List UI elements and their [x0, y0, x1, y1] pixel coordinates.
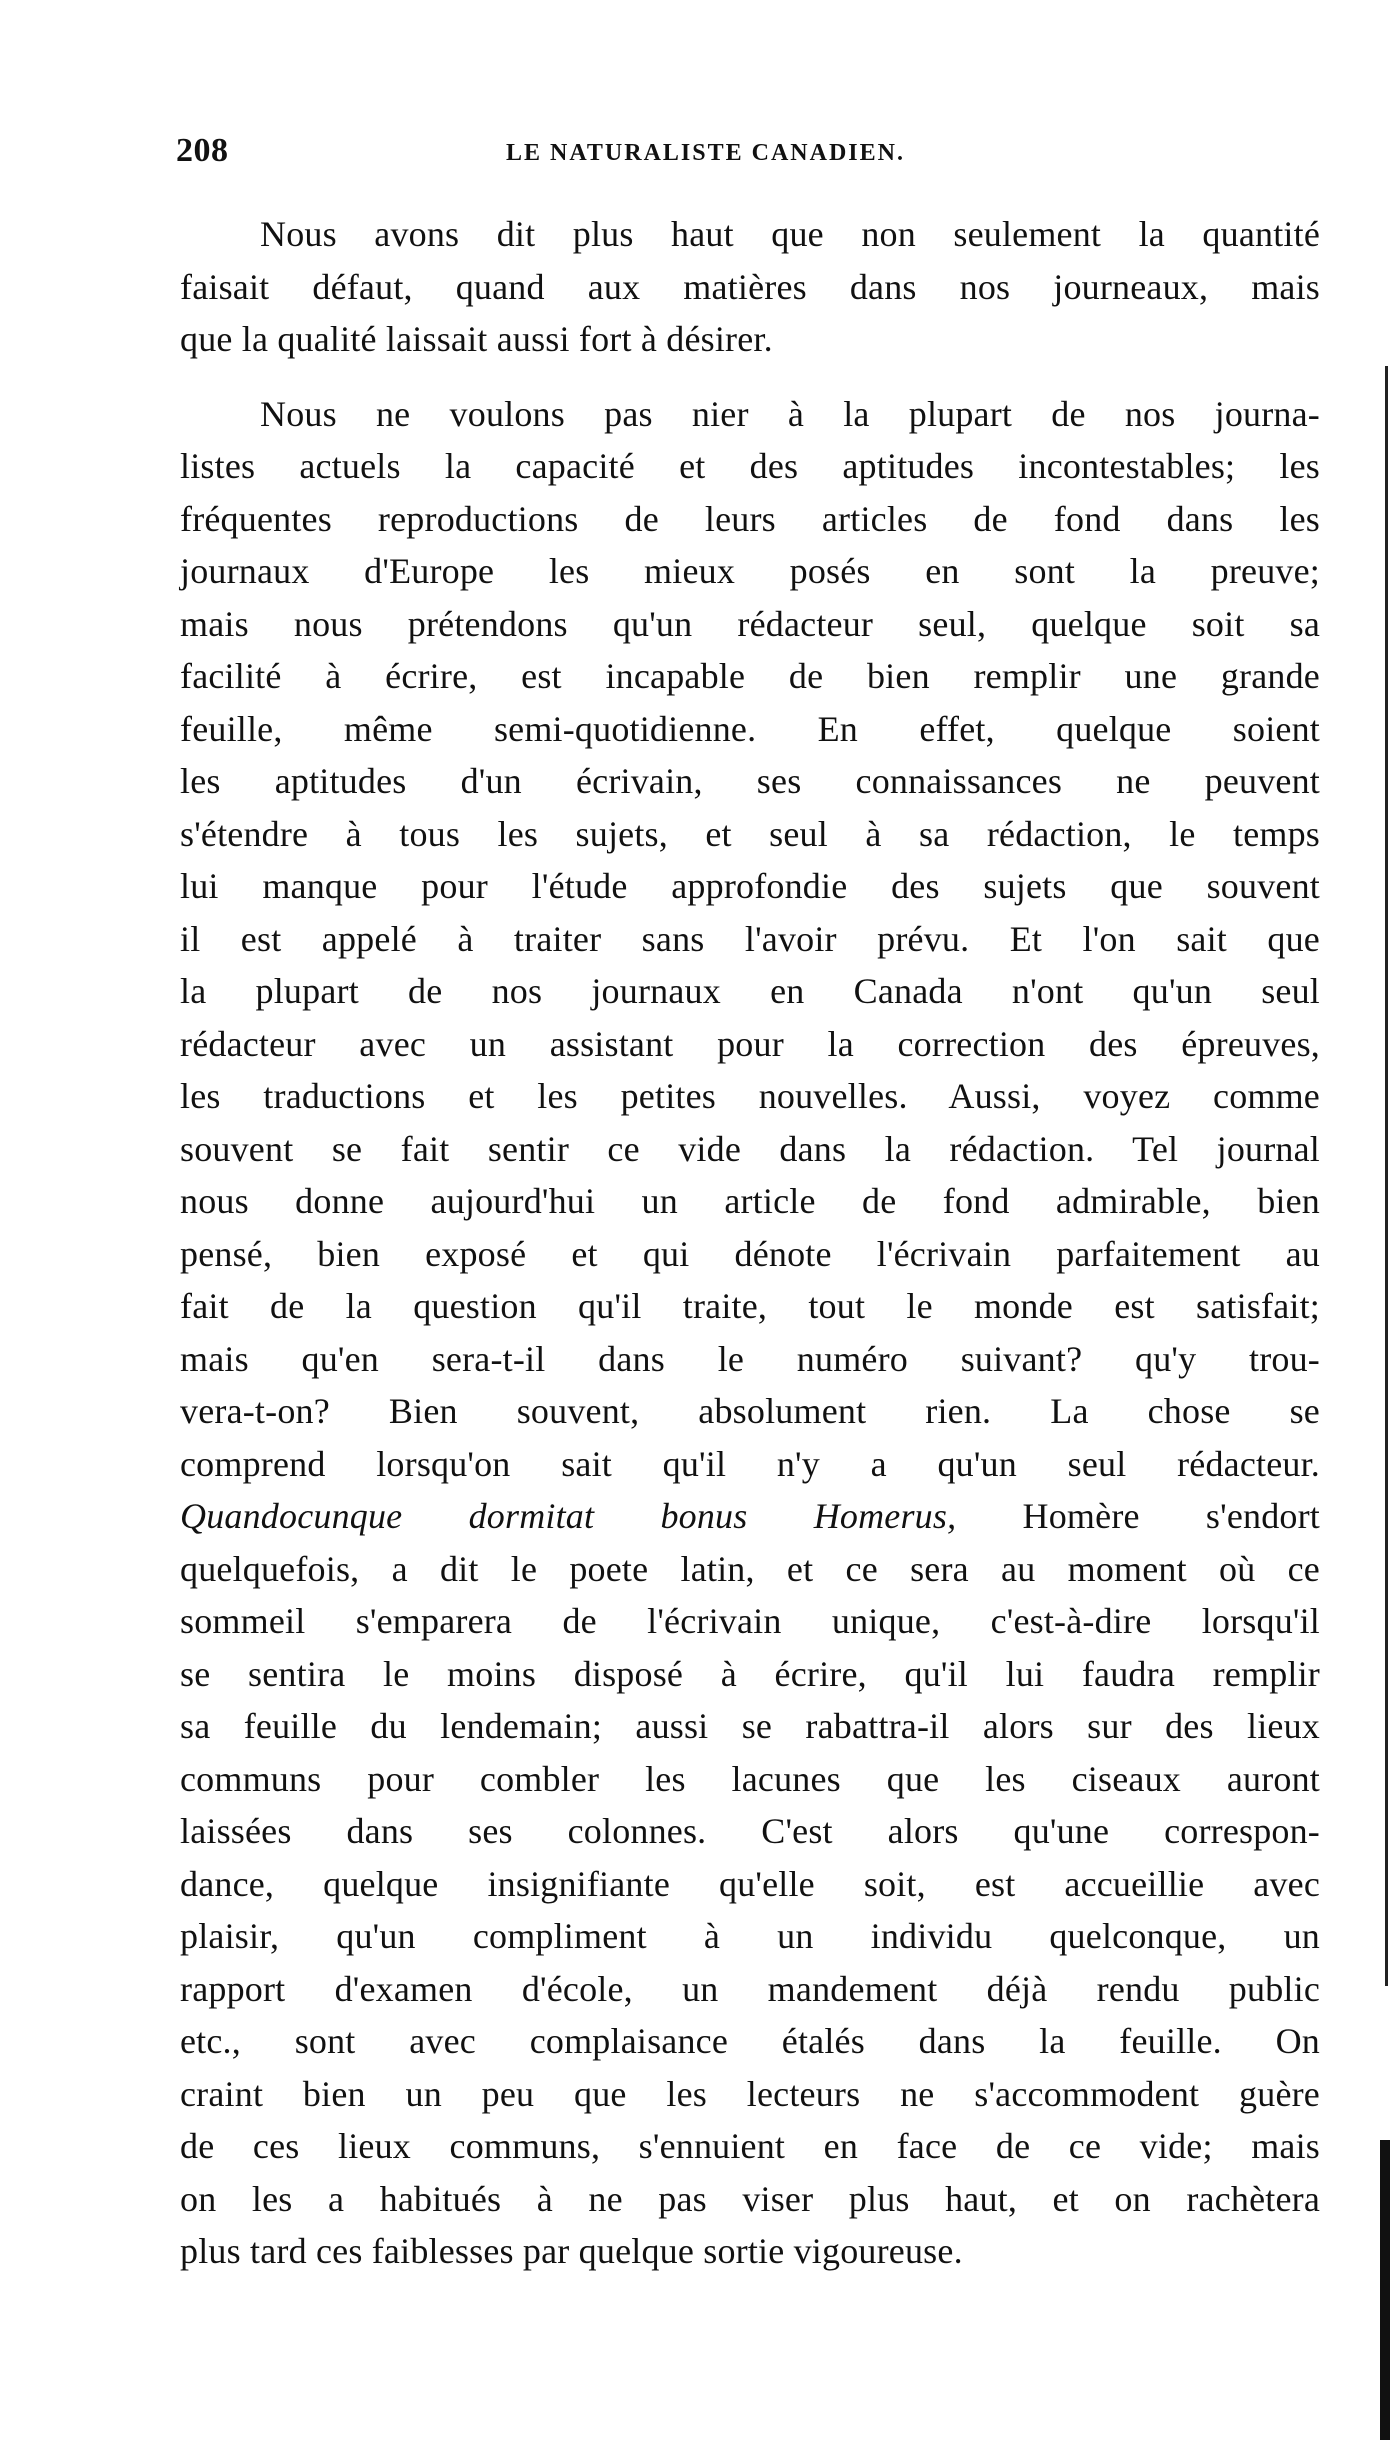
- text-line: communs pour combler les lacunes que les ciseaux auront: [180, 1758, 1320, 1799]
- scan-edge-shadow: [1380, 2140, 1390, 2440]
- paragraph-1: [180, 208, 1320, 366]
- text-line: etc., sont avec complaisance étalés dans la feuille. On: [180, 2021, 1320, 2061]
- text-line: rapport d'examen d'école, un mandement déjà rendu public: [180, 1968, 1320, 2009]
- text-line: Nous ne voulons pas nier à la plupart de nos journa-: [260, 393, 1320, 434]
- paragraph-2: [180, 388, 1320, 2278]
- text-line: les aptitudes d'un écrivain, ses connaissances ne peuvent: [180, 761, 1320, 801]
- text-line: plus tard ces faiblesses par quelque sortie vigoureuse.: [180, 2231, 963, 2271]
- text-line: mais nous prétendons qu'un rédacteur seul, quelque soit sa: [180, 603, 1320, 644]
- text-line: facilité à écrire, est incapable de bien remplir une grande: [180, 656, 1320, 696]
- text-line: la plupart de nos journaux en Canada n'ont qu'un seul: [180, 971, 1320, 1011]
- text-line: quelquefois, a dit le poete latin, et ce sera au moment où ce: [180, 1548, 1320, 1589]
- text-line: pensé, bien exposé et qui dénote l'écrivain parfaitement au: [180, 1233, 1320, 1274]
- text-line: il est appelé à traiter sans l'avoir prévu. Et l'on sait que: [180, 918, 1320, 959]
- text-line: fréquentes reproductions de leurs articles de fond dans les: [180, 498, 1320, 539]
- text-line: comprend lorsqu'on sait qu'il n'y a qu'un seul rédacteur.: [180, 1443, 1320, 1484]
- text-line: rédacteur avec un assistant pour la correction des épreuves,: [180, 1023, 1320, 1064]
- running-header: [176, 132, 1326, 182]
- text-line: vera-t-on? Bien souvent, absolument rien. La chose se: [180, 1391, 1320, 1431]
- text-line: de ces lieux communs, s'ennuient en face de ce vide; mais: [180, 2126, 1320, 2166]
- text-line: feuille, même semi-quotidienne. En effet, quelque soient: [180, 708, 1320, 749]
- text-line: que la qualité laissait aussi fort à désirer.: [180, 319, 773, 359]
- text-line: sommeil s'emparera de l'écrivain unique, c'est-à-dire lorsqu'il: [180, 1601, 1320, 1641]
- quote-line-rest: Homère s'endort: [956, 1496, 1320, 1536]
- text-line: fait de la question qu'il traite, tout le monde est satisfait;: [180, 1286, 1320, 1326]
- running-title: LE NATURALISTE CANADIEN.: [506, 140, 905, 166]
- text-line: mais qu'en sera-t-il dans le numéro suivant? qu'y trou-: [180, 1338, 1320, 1379]
- quote-line: [180, 1490, 1320, 1543]
- text-line: listes actuels la capacité et des aptitudes incontestables; les: [180, 446, 1320, 486]
- body-text: [180, 208, 1320, 2278]
- text-line: se sentira le moins disposé à écrire, qu'il lui faudra remplir: [180, 1653, 1320, 1694]
- page-number: 208: [176, 132, 229, 169]
- text-line: souvent se fait sentir ce vide dans la rédaction. Tel journal: [180, 1128, 1320, 1169]
- scan-edge-line: [1385, 366, 1388, 1986]
- text-line: laissées dans ses colonnes. C'est alors qu'une correspon-: [180, 1811, 1320, 1851]
- text-line: faisait défaut, quand aux matières dans nos journeaux, mais: [180, 266, 1320, 307]
- text-line: plaisir, qu'un compliment à un individu quelconque, un: [180, 1916, 1320, 1956]
- text-line: craint bien un peu que les lecteurs ne s'accommodent guère: [180, 2073, 1320, 2114]
- text-line: les traductions et les petites nouvelles. Aussi, voyez comme: [180, 1076, 1320, 1116]
- text-line: nous donne aujourd'hui un article de fond admirable, bien: [180, 1181, 1320, 1221]
- text-line: Nous avons dit plus haut que non seulement la quantité: [260, 214, 1320, 254]
- text-line: lui manque pour l'étude approfondie des sujets que souvent: [180, 866, 1320, 906]
- text-line: dance, quelque insignifiante qu'elle soit, est accueillie avec: [180, 1863, 1320, 1904]
- text-line: sa feuille du lendemain; aussi se rabattra-il alors sur des lieux: [180, 1706, 1320, 1746]
- latin-quote: Quandocunque dormitat bonus Homerus,: [180, 1496, 957, 1536]
- text-line: journaux d'Europe les mieux posés en sont la preuve;: [180, 551, 1320, 591]
- text-line: on les a habitués à ne pas viser plus haut, et on rachètera: [180, 2178, 1320, 2219]
- text-line: s'étendre à tous les sujets, et seul à sa rédaction, le temps: [180, 813, 1320, 854]
